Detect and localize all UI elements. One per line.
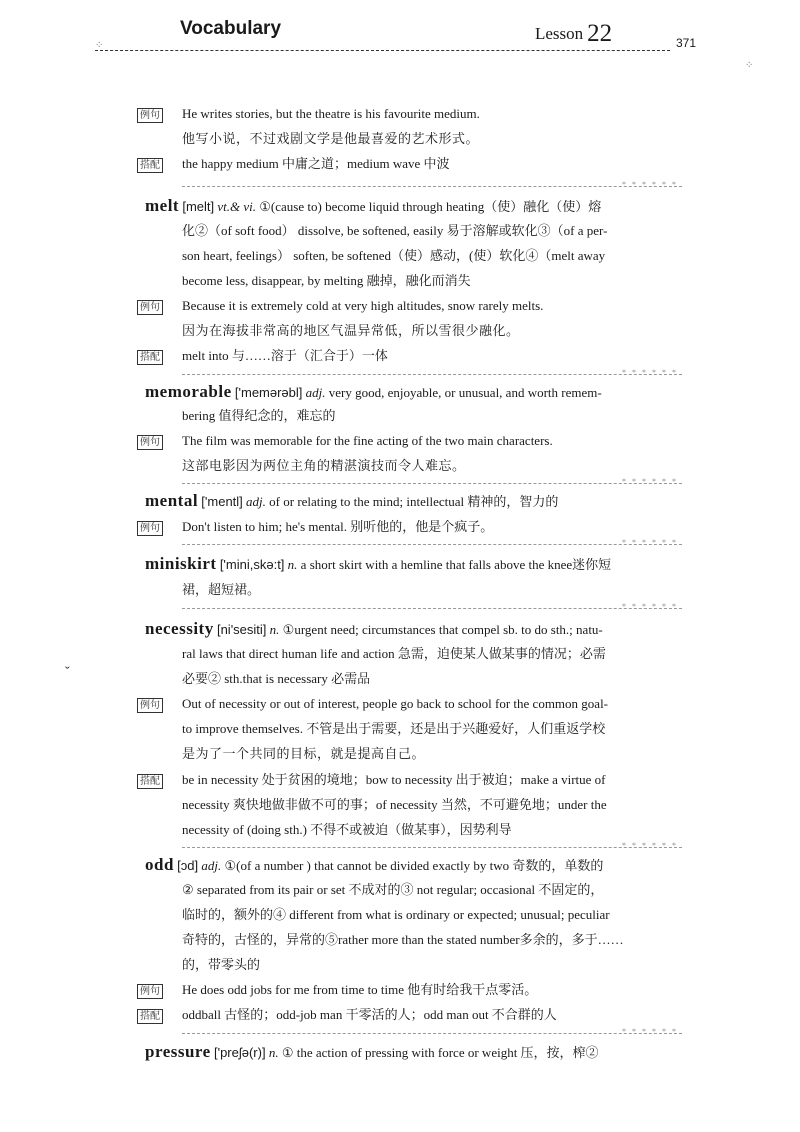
- separator-stars: * * * * * *: [622, 538, 678, 547]
- definition-line: bering 值得纪念的，难忘的: [182, 408, 336, 423]
- scan-speck: ⁘: [95, 40, 104, 51]
- headword: necessity: [145, 619, 214, 638]
- part-of-speech: adj.: [305, 385, 326, 400]
- example-chinese: 因为在海拔非常高的地区气温异常低，所以雪很少融化。: [182, 323, 520, 338]
- definition-line: 临时的，额外的④ different from what is ordinary or expected; unusual; peculiar: [182, 907, 610, 922]
- part-of-speech: vt.& vi.: [217, 199, 257, 214]
- definition-line: 化②（of soft food） dissolve, be softened, easily 易于溶解或软化③（of a per-: [182, 223, 608, 238]
- collocation-tag: 搭配: [137, 350, 163, 365]
- collocation-tag: 搭配: [137, 774, 163, 789]
- definition-line: ral laws that direct human life and action 急需，迫使某人做某事的情况；必需: [182, 646, 606, 661]
- example-tag: 例句: [137, 984, 163, 999]
- entry-separator: [182, 374, 682, 375]
- definition-line: become less, disappear, by melting 融掉，融化而消失: [182, 273, 471, 288]
- separator-stars: * * * * * *: [622, 477, 678, 486]
- collocation-line: be in necessity 处于贫困的境地；bow to necessity 出于被迫；make a virtue of: [182, 772, 606, 787]
- example-chinese: 这部电影因为两位主角的精湛演技而令人难忘。: [182, 458, 466, 473]
- entry-melt-header: [145, 197, 601, 216]
- part-of-speech: n.: [287, 557, 298, 572]
- collocation-line: necessity 爽快地做非做不可的事；of necessity 当然，不可避免地；under the: [182, 797, 607, 812]
- example-text: Don't listen to him; he's mental. 别听他的，他是个疯子。: [182, 519, 494, 534]
- collocation-text: the happy medium 中庸之道；medium wave 中波: [182, 156, 450, 171]
- collocation-tag: 搭配: [137, 1009, 163, 1024]
- definition-line: son heart, feelings） soften, be softened（使）感动，(使）软化④（melt away: [182, 248, 606, 263]
- entry-separator: [182, 483, 682, 484]
- example-tag: 例句: [137, 435, 163, 450]
- entry-separator: [182, 847, 682, 848]
- definition-line: a short skirt with a hemline that falls above the knee迷你短: [300, 557, 612, 572]
- example-line: Out of necessity or out of interest, people go back to school for the common goal-: [182, 696, 609, 711]
- separator-stars: * * * * * *: [622, 1027, 678, 1036]
- phonetic: ['mini,skə:t]: [219, 557, 285, 572]
- headword: odd: [145, 855, 174, 874]
- headword: memorable: [145, 382, 232, 401]
- definition-line: ① the action of pressing with force or weight 压，按，榨②: [281, 1045, 599, 1060]
- example-english: The film was memorable for the fine acting of the two main characters.: [182, 433, 553, 448]
- phonetic: [ɔd]: [177, 858, 199, 873]
- entry-separator: [182, 1033, 682, 1034]
- entry-memorable-header: [145, 383, 602, 402]
- page-number: 371: [676, 36, 697, 50]
- example-tag: 例句: [137, 300, 163, 315]
- definition-line: ①(of a number ) that cannot be divided exactly by two 奇数的，单数的: [224, 858, 604, 873]
- collocation-line: necessity of (doing sth.) 不得不或被迫（做某事），因势利导: [182, 822, 512, 837]
- entry-separator: [182, 186, 682, 187]
- separator-stars: * * * * * *: [622, 368, 678, 377]
- collocation-text: melt into 与……溶于（汇合于）一体: [182, 348, 388, 363]
- phonetic: [melt]: [182, 199, 215, 214]
- margin-mark: ˇ: [65, 665, 70, 680]
- separator-stars: * * * * * *: [622, 841, 678, 850]
- entry-odd-header: [145, 856, 603, 875]
- definition-line: 必要② sth.that is necessary 必需品: [182, 671, 371, 686]
- definition-line: 裙，超短裙。: [182, 582, 261, 597]
- definition-line: 的，带零头的: [182, 957, 261, 972]
- example-chinese: 他写小说，不过戏剧文学是他最喜爱的艺术形式。: [182, 131, 480, 146]
- collocation-text: oddball 古怪的；odd-job man 干零活的人；odd man out 不合群的人: [182, 1007, 557, 1022]
- part-of-speech: adj.: [246, 494, 266, 509]
- separator-stars: * * * * * *: [622, 180, 678, 189]
- lesson-number: 22: [587, 20, 613, 47]
- entry-separator: [182, 544, 682, 545]
- part-of-speech: n.: [269, 622, 280, 637]
- entry-pressure-header: [145, 1043, 599, 1062]
- collocation-tag: 搭配: [137, 158, 163, 173]
- scan-speck: ⁘: [745, 60, 754, 71]
- headword: mental: [145, 491, 199, 510]
- phonetic: ['memərəbl]: [234, 385, 303, 400]
- header-title: Vocabulary: [180, 18, 282, 39]
- phonetic: ['mentl]: [201, 494, 243, 509]
- part-of-speech: n.: [268, 1045, 279, 1060]
- phonetic: ['preʃə(r)]: [213, 1045, 266, 1060]
- headword: melt: [145, 196, 180, 215]
- example-english: He writes stories, but the theatre is his favourite medium.: [182, 106, 480, 121]
- definition-line: ①urgent need; circumstances that compel sb. to do sth.; natu-: [282, 622, 603, 637]
- definition-line: ①(cause to) become liquid through heating（使）融化（使）熔: [259, 199, 602, 214]
- phonetic: [ni'sesiti]: [216, 622, 267, 637]
- separator-stars: * * * * * *: [622, 602, 678, 611]
- header-rule: [95, 50, 670, 51]
- definition-line: 奇特的，古怪的，异常的⑤rather more than the stated number多余的，多于……: [182, 932, 624, 947]
- headword: miniskirt: [145, 554, 217, 573]
- entry-mental-header: [145, 492, 558, 511]
- definition-line: very good, enjoyable, or unusual, and worth remem-: [328, 385, 602, 400]
- definition-line: ② separated from its pair or set 不成对的③ not regular; occasional 不固定的，: [182, 882, 604, 897]
- example-english: Because it is extremely cold at very high altitudes, snow rarely melts.: [182, 298, 544, 313]
- part-of-speech: adj.: [201, 858, 222, 873]
- header-lesson: [535, 18, 612, 46]
- example-text: He does odd jobs for me from time to time 他有时给我干点零活。: [182, 982, 538, 997]
- lesson-label: Lesson: [535, 24, 584, 43]
- entry-separator: [182, 608, 682, 609]
- headword: pressure: [145, 1042, 211, 1061]
- definition-line: of or relating to the mind; intellectual 精神的，智力的: [269, 494, 559, 509]
- example-line: 是为了一个共同的目标，就是提高自己。: [182, 746, 426, 761]
- example-tag: 例句: [137, 698, 163, 713]
- example-tag: 例句: [137, 521, 163, 536]
- entry-miniskirt-header: [145, 555, 611, 574]
- example-tag: 例句: [137, 108, 163, 123]
- entry-necessity-header: [145, 620, 603, 639]
- example-line: to improve themselves. 不管是出于需要，还是出于兴趣爱好，人们重返学校: [182, 721, 606, 736]
